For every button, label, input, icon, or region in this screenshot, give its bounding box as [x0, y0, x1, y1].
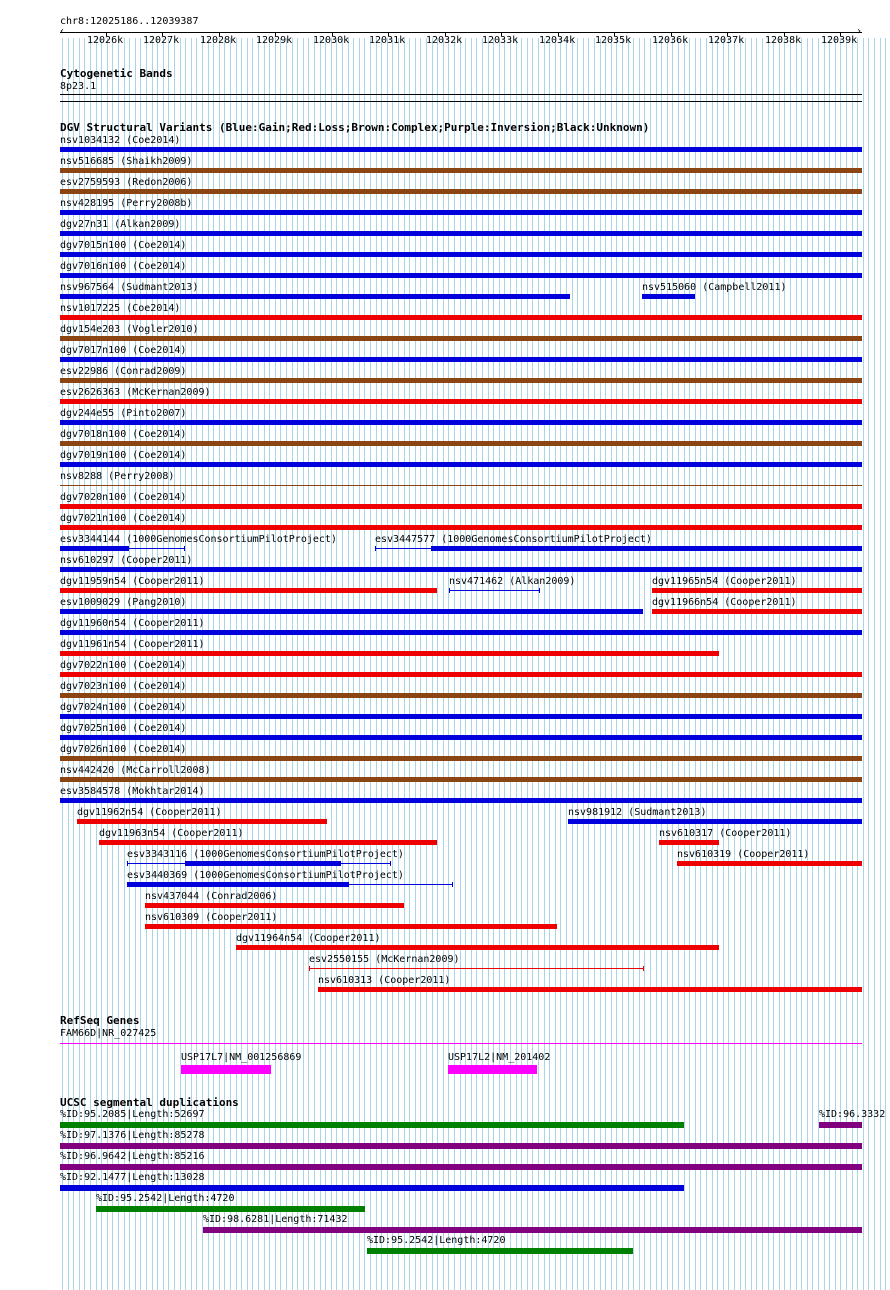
dgv-variant-label[interactable]: esv2550155 (McKernan2009)	[309, 954, 460, 965]
dgv-variant-bar[interactable]	[309, 968, 644, 969]
dgv-variant-label[interactable]: dgv7021n100 (Coe2014)	[60, 513, 187, 524]
ruler-tick-label: 12028k	[200, 35, 237, 46]
dgv-variant-bar[interactable]	[60, 273, 862, 278]
dgv-variant-label[interactable]: esv1009029 (Pang2010)	[60, 597, 187, 608]
segdup-bar[interactable]	[60, 1122, 684, 1128]
dgv-variant-label[interactable]: esv3584578 (Mokhtar2014)	[60, 786, 205, 797]
dgv-variant-thick-bar[interactable]	[185, 861, 341, 866]
segdup-bar[interactable]	[60, 1185, 684, 1191]
dgv-variant-label[interactable]: dgv7017n100 (Coe2014)	[60, 345, 187, 356]
dgv-variant-label[interactable]: nsv610313 (Cooper2011)	[318, 975, 451, 986]
dgv-variant-bar[interactable]	[642, 294, 695, 299]
dgv-variant-bar[interactable]	[77, 819, 327, 824]
dgv-variant-label[interactable]: nsv1017225 (Coe2014)	[60, 303, 181, 314]
dgv-variant-label[interactable]: dgv7020n100 (Coe2014)	[60, 492, 187, 503]
dgv-variant-bar[interactable]	[652, 609, 862, 614]
dgv-variant-bar[interactable]	[60, 294, 570, 299]
dgv-variant-label[interactable]: esv3447577 (1000GenomesConsortiumPilotProject)	[375, 534, 652, 545]
ruler-tick-label: 12032k	[426, 35, 463, 46]
dgv-variant-bar[interactable]	[60, 378, 862, 383]
dgv-track-title: DGV Structural Variants (Blue:Gain;Red:Loss;Brown:Complex;Purple:Inversion;Black:Unknown)	[60, 121, 650, 134]
dgv-variant-label[interactable]: nsv471462 (Alkan2009)	[449, 576, 576, 587]
feature-end-cap	[375, 546, 376, 551]
dgv-variant-label[interactable]: nsv437044 (Conrad2006)	[145, 891, 278, 902]
segdup-label[interactable]: %ID:98.6281|Length:71432	[203, 1214, 348, 1225]
dgv-variant-label[interactable]: nsv967564 (Sudmant2013)	[60, 282, 199, 293]
cytoband-label: 8p23.1	[60, 81, 97, 92]
segdup-bar[interactable]	[819, 1122, 862, 1128]
segdup-bar[interactable]	[203, 1227, 862, 1233]
segdup-label[interactable]: %ID:95.2085|Length:52697	[60, 1109, 205, 1120]
dgv-variant-bar[interactable]	[677, 861, 862, 866]
dgv-variant-bar[interactable]	[145, 924, 557, 929]
dgv-variant-label[interactable]: esv3344144 (1000GenomesConsortiumPilotProject)	[60, 534, 337, 545]
dgv-variant-bar[interactable]	[449, 590, 540, 591]
segdup-track-title: UCSC segmental duplications	[60, 1096, 239, 1109]
cytoband-top-line	[60, 94, 862, 95]
dgv-variant-label[interactable]: dgv7022n100 (Coe2014)	[60, 660, 187, 671]
dgv-variant-thick-bar[interactable]	[60, 546, 129, 551]
refseq-gene-label[interactable]: FAM66D|NR_027425	[60, 1028, 157, 1039]
dgv-variant-bar[interactable]	[60, 252, 862, 257]
dgv-variant-label[interactable]: dgv7023n100 (Coe2014)	[60, 681, 187, 692]
dgv-variant-label[interactable]: dgv7026n100 (Coe2014)	[60, 744, 187, 755]
ruler-tick-label: 12030k	[313, 35, 350, 46]
segdup-label[interactable]: %ID:96.3332	[819, 1109, 886, 1120]
dgv-variant-label[interactable]: dgv244e55 (Pinto2007)	[60, 408, 187, 419]
feature-end-cap	[184, 546, 185, 551]
ruler-tick-label: 12036k	[652, 35, 689, 46]
dgv-variant-bar[interactable]	[60, 651, 719, 656]
dgv-variant-label[interactable]: nsv442420 (McCarroll2008)	[60, 765, 211, 776]
ruler-tick-label: 12039k	[821, 35, 858, 46]
refseq-gene-box[interactable]	[448, 1065, 537, 1074]
segdup-label[interactable]: %ID:97.1376|Length:85278	[60, 1130, 205, 1141]
dgv-variant-label[interactable]: dgv11964n54 (Cooper2011)	[236, 933, 381, 944]
dgv-variant-bar[interactable]	[60, 504, 862, 509]
dgv-variant-bar[interactable]	[236, 945, 719, 950]
ruler-tick-label: 12034k	[539, 35, 576, 46]
dgv-variant-label[interactable]: dgv11959n54 (Cooper2011)	[60, 576, 205, 587]
dgv-variant-label[interactable]: nsv428195 (Perry2008b)	[60, 198, 193, 209]
dgv-variant-label[interactable]: dgv7019n100 (Coe2014)	[60, 450, 187, 461]
dgv-variant-bar[interactable]	[60, 189, 862, 194]
dgv-variant-label[interactable]: nsv610317 (Cooper2011)	[659, 828, 792, 839]
segdup-label[interactable]: %ID:96.9642|Length:85216	[60, 1151, 205, 1162]
ruler-tick-label: 12037k	[708, 35, 745, 46]
ruler-right-arrow-icon: ›	[856, 26, 863, 37]
dgv-variant-label[interactable]: dgv7015n100 (Coe2014)	[60, 240, 187, 251]
dgv-variant-label[interactable]: esv3343116 (1000GenomesConsortiumPilotProject)	[127, 849, 404, 860]
dgv-variant-label[interactable]: dgv11961n54 (Cooper2011)	[60, 639, 205, 650]
ruler-tick-label: 12026k	[87, 35, 124, 46]
refseq-gene-line[interactable]	[60, 1043, 862, 1044]
dgv-variant-label[interactable]: nsv981912 (Sudmant2013)	[568, 807, 707, 818]
dgv-variant-bar[interactable]	[60, 672, 862, 677]
dgv-variant-bar[interactable]	[318, 987, 862, 992]
refseq-gene-label[interactable]: USP17L7|NM_001256869	[181, 1052, 302, 1063]
ruler-axis	[60, 32, 862, 33]
dgv-variant-bar[interactable]	[145, 903, 404, 908]
ruler-tick-label: 12031k	[369, 35, 406, 46]
dgv-variant-thick-bar[interactable]	[431, 546, 862, 551]
dgv-variant-bar[interactable]	[60, 567, 862, 572]
ruler-tick-label: 12033k	[482, 35, 519, 46]
segdup-bar[interactable]	[60, 1143, 862, 1149]
dgv-variant-label[interactable]: dgv11963n54 (Cooper2011)	[99, 828, 244, 839]
dgv-variant-label[interactable]: nsv1034132 (Coe2014)	[60, 135, 181, 146]
ruler-tick-label: 12029k	[256, 35, 293, 46]
dgv-variant-bar[interactable]	[60, 168, 862, 173]
feature-end-cap	[452, 882, 453, 887]
dgv-variant-label[interactable]: dgv7024n100 (Coe2014)	[60, 702, 187, 713]
segdup-label[interactable]: %ID:95.2542|Length:4720	[367, 1235, 506, 1246]
dgv-variant-bar[interactable]	[99, 840, 437, 845]
dgv-variant-label[interactable]: dgv27n31 (Alkan2009)	[60, 219, 181, 230]
dgv-variant-label[interactable]: dgv11962n54 (Cooper2011)	[77, 807, 222, 818]
dgv-variant-bar[interactable]	[659, 840, 719, 845]
dgv-variant-label[interactable]: nsv8288 (Perry2008)	[60, 471, 175, 482]
segdup-bar[interactable]	[367, 1248, 633, 1254]
segdup-label[interactable]: %ID:92.1477|Length:13028	[60, 1172, 205, 1183]
feature-end-cap	[309, 966, 310, 971]
feature-end-cap	[449, 588, 450, 593]
dgv-variant-bar[interactable]	[60, 147, 862, 152]
dgv-variant-label[interactable]: esv2759593 (Redon2006)	[60, 177, 193, 188]
dgv-variant-label[interactable]: dgv11960n54 (Cooper2011)	[60, 618, 205, 629]
feature-end-cap	[390, 861, 391, 866]
feature-end-cap	[127, 882, 128, 887]
dgv-variant-label[interactable]: nsv610297 (Cooper2011)	[60, 555, 193, 566]
segdup-bar[interactable]	[60, 1164, 862, 1170]
dgv-variant-bar[interactable]	[60, 609, 643, 614]
dgv-variant-bar[interactable]	[60, 315, 862, 320]
dgv-variant-label[interactable]: nsv515060 (Campbell2011)	[642, 282, 787, 293]
dgv-variant-bar[interactable]	[60, 210, 862, 215]
dgv-variant-bar[interactable]	[60, 336, 862, 341]
segdup-bar[interactable]	[96, 1206, 365, 1212]
dgv-variant-label[interactable]: esv2626363 (McKernan2009)	[60, 387, 211, 398]
dgv-variant-bar[interactable]	[60, 231, 862, 236]
refseq-gene-box[interactable]	[181, 1065, 271, 1074]
dgv-variant-bar[interactable]	[60, 693, 862, 698]
ruler-left-arrow-icon: ‹	[59, 26, 66, 37]
feature-end-cap	[539, 588, 540, 593]
dgv-variant-label[interactable]: nsv610309 (Cooper2011)	[145, 912, 278, 923]
refseq-track-title: RefSeq Genes	[60, 1014, 140, 1027]
ruler-tick-label: 12035k	[595, 35, 632, 46]
dgv-variant-bar[interactable]	[652, 588, 862, 593]
cytoband-track-title: Cytogenetic Bands	[60, 67, 173, 80]
dgv-variant-bar[interactable]	[60, 777, 862, 782]
ruler-tick-label: 12027k	[143, 35, 180, 46]
dgv-variant-label[interactable]: dgv11965n54 (Cooper2011)	[652, 576, 797, 587]
dgv-variant-bar[interactable]	[60, 357, 862, 362]
dgv-variant-bar[interactable]	[60, 420, 862, 425]
dgv-variant-bar[interactable]	[60, 441, 862, 446]
dgv-variant-bar[interactable]	[60, 735, 862, 740]
ruler-tick-label: 12038k	[765, 35, 802, 46]
dgv-variant-label[interactable]: esv3440369 (1000GenomesConsortiumPilotProject)	[127, 870, 404, 881]
refseq-gene-label[interactable]: USP17L2|NM_201402	[448, 1052, 551, 1063]
dgv-variant-bar[interactable]	[60, 798, 862, 803]
segdup-label[interactable]: %ID:95.2542|Length:4720	[96, 1193, 235, 1204]
feature-end-cap	[643, 966, 644, 971]
dgv-variant-bar[interactable]	[60, 485, 862, 486]
dgv-variant-bar[interactable]	[60, 714, 862, 719]
dgv-variant-label[interactable]: nsv610319 (Cooper2011)	[677, 849, 810, 860]
dgv-variant-bar[interactable]	[60, 588, 437, 593]
dgv-variant-label[interactable]: dgv7025n100 (Coe2014)	[60, 723, 187, 734]
cytoband-bottom-line	[60, 101, 862, 102]
dgv-variant-label[interactable]: dgv7018n100 (Coe2014)	[60, 429, 187, 440]
dgv-variant-bar[interactable]	[568, 819, 862, 824]
dgv-variant-label[interactable]: dgv11966n54 (Cooper2011)	[652, 597, 797, 608]
dgv-variant-label[interactable]: nsv516685 (Shaikh2009)	[60, 156, 193, 167]
dgv-variant-label[interactable]: dgv154e203 (Vogler2010)	[60, 324, 199, 335]
dgv-variant-bar[interactable]	[60, 399, 862, 404]
dgv-variant-bar[interactable]	[60, 630, 862, 635]
region-label: chr8:12025186..12039387	[60, 16, 199, 27]
dgv-variant-bar[interactable]	[60, 462, 862, 467]
dgv-variant-thick-bar[interactable]	[127, 882, 349, 887]
dgv-variant-label[interactable]: dgv7016n100 (Coe2014)	[60, 261, 187, 272]
feature-end-cap	[127, 861, 128, 866]
dgv-variant-bar[interactable]	[60, 756, 862, 761]
dgv-variant-label[interactable]: esv22986 (Conrad2009)	[60, 366, 187, 377]
dgv-variant-bar[interactable]	[60, 525, 862, 530]
